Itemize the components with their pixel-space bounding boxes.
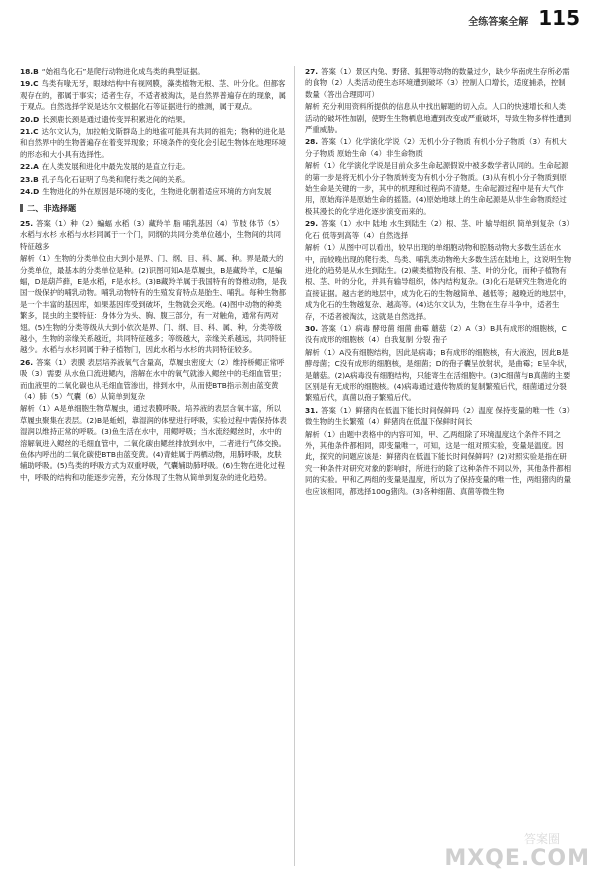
answer-text: 答案（1）病毒 酵母菌 细菌 曲霉 蘑菇（2）A（3）B具有成形的细胞核，C没有成形的细胞核（4）自我复制 分裂 孢子 bbox=[305, 323, 567, 345]
question-25 bbox=[20, 218, 288, 252]
question-26 bbox=[20, 357, 288, 403]
analysis-29: 解析（1）从图中可以看出，较早出现的单细胞动物和腔肠动物大多数生活在水中，而较晚出现的爬行类、鸟类、哺乳类动物绝大多数生活在陆地上，这说明生物进化的趋势是从水生到陆生。(2)蕨类植物没有根、茎、叶的分化，而种子植物有根、茎、叶的分化，并具有输导组织，体内结构复杂。(3)化石是研究生物进化的直接证据。越古老的地层中，成为化石的生物越简单、越低等；越晚近的地层中，成为化石的生物越复杂、越高等。(4)达尔文认为，生物在生存斗争中，适者生存，不适者被淘汰，这就是自然选择。 bbox=[305, 243, 572, 321]
choice-item bbox=[20, 114, 288, 125]
choice-text: 鸟类有喙无牙，眼球结构中有视网膜，藻类植物无根、茎、叶分化。但都客观存在的，都属于事实；适者生存，不适者被淘汰，是自然界普遍存在的现象，属于观点。自然选择学说是达尔文根据化石等证据进行的推测，属于观点。 bbox=[20, 79, 287, 112]
question-number: 31. bbox=[305, 405, 319, 415]
analysis-28: 解析（1）化学演化学说是目前众多生命起源假说中被多数学者认同的。生命起源的第一步是将无机小分子物质转变为有机小分子物质。(3)从有机小分子物质到原始生命是关键的一步，其中的机理和过程尚不清楚。生命起源过程中是有大气作用，原始海洋是原始生命的摇篮。(4)原始地球上的生命起源是从非生命物质经过极其漫长的化学进化逐步演变而来的。 bbox=[305, 161, 569, 216]
question-29 bbox=[305, 218, 573, 241]
choice-text: “始祖鸟化石”是爬行动物进化成鸟类的典型证据。 bbox=[41, 67, 205, 76]
choice-number: 20.D bbox=[20, 114, 40, 124]
analysis-30: 解析（1）A没有细胞结构，因此是病毒；B有成形的细胞核，有大液泡，因此B是酵母菌；C没有成形的细胞核，是细菌；D的孢子囊呈放射状，是曲霉；E呈伞状，是蘑菇。(2)A病毒没有细胞结构，只能寄生在活细胞中。(3)C细菌与B真菌的主要区别是有无成形的细胞核。(4)病毒通过遗传物质的复制繁殖后代，细菌通过分裂繁殖后代，真菌以孢子繁殖后代。 bbox=[305, 347, 572, 403]
question-27 bbox=[305, 66, 573, 100]
answer-text: 答案（1）景区内兔、野猪、狐狸等动物的数量过少，缺少华南虎生存所必需的食物（2）人类活动使生态环境遭到破坏（3）控制人口增长，适度捕杀，控制数量（答出合理即可） bbox=[305, 67, 570, 99]
choice-item bbox=[20, 126, 288, 160]
choice-number: 22.A bbox=[20, 162, 39, 172]
left-column bbox=[20, 66, 288, 484]
analysis-26: 解析（1）A是单细胞生物草履虫，通过表膜呼吸。培养液的表层含氧丰富，所以草履虫聚集在表层。(2)B是蚯蚓，靠湿润的体壁进行呼吸，实验过程中需保持体表湿润以维持正常的呼吸。(3)鱼生活在水中，用鳃呼吸；当水流经鳃丝时，水中的溶解氧进入鳃丝的毛细血管中，二氧化碳由鳃丝排放到水中，二者进行气体交换。鱼体内呼出的二氧化碳使BTB由蓝变黄。(4)青蛙属于两栖动物，用肺呼吸，皮肤辅助呼吸。(5)鸟类的呼吸方式为双重呼吸，气囊辅助肺呼吸。(6)生物在进化过程中，呼吸的结构和功能逐步完善，充分体现了生物从简单到复杂的进化趋势。 bbox=[20, 404, 287, 482]
analysis-31: 解析（1）由题中表格中的内容可知，甲、乙两组除了环境温度这个条件不同之外，其他条件都相同，即变量唯一，可知，这是一组对照实验，变量是温度。因此，探究的问题应该是：鲜猪肉在低温下能长时间保鲜吗？(2)对照实验是指在研究一种条件对研究对象的影响时，所进行的除了这种条件不同以外，其他条件都相同的实验。甲和乙两组的变量是温度，所以为了保持变量的唯一性，两组猪肉的量也应该相同，都选择100g猪肉。(3)各种细菌、真菌等微生物 bbox=[305, 429, 572, 496]
question-30 bbox=[305, 323, 573, 346]
section-title: 二、非选择题 bbox=[20, 203, 288, 214]
watermark: MXQE.COM bbox=[444, 846, 590, 871]
choice-item bbox=[20, 186, 288, 197]
answer-text: 答案（1）化学演化学说（2）无机小分子物质 有机小分子物质（3）有机大分子物质 原始生命（4）非生命物质 bbox=[305, 137, 567, 158]
page-header bbox=[468, 6, 580, 30]
question-number: 30. bbox=[305, 323, 319, 333]
answer-text: 答案（1）种（2）蝙蝠 水稻（3）藏羚羊 脂 哺乳基因（4）节肢 体节（5）水稻与水杉 水稻与水杉同属于一个门，同纲的共同分类单位越小，生物间的共同特征越多 bbox=[20, 218, 284, 251]
watermark-sub: 答案圈 bbox=[523, 832, 560, 846]
question-number: 29. bbox=[305, 219, 319, 229]
question-28 bbox=[305, 136, 573, 159]
choice-number: 18.B bbox=[20, 67, 39, 76]
choice-number: 21.C bbox=[20, 127, 39, 137]
question-number: 25. bbox=[20, 218, 34, 228]
answer-text: 答案（1）鲜猪肉在低温下能长时间保鲜吗（2）温度 保持变量的唯一性（3）微生物的生长繁殖（4）鲜猪肉在低温下保鲜时间长 bbox=[305, 405, 571, 427]
choice-item bbox=[20, 78, 288, 112]
choice-item bbox=[20, 174, 288, 185]
question-number: 28. bbox=[305, 137, 319, 147]
choice-number: 19.C bbox=[20, 79, 39, 89]
choice-number: 24.D bbox=[20, 187, 40, 197]
answer-text: 答案（1）表膜 表层培养液氧气含量高，草履虫密度大（2）维持桥鳃正常呼吸（3）需要 从水鱼口流进鳃内，溶解在水中的氧气就渗入鳃丝中的毛细血管里；而血液里的二氧化碳也从毛细血管渗出，排到水中，从而使BTB指示剂由蓝变黄（4）肺（5）气囊（6）从简单到复杂 bbox=[20, 357, 286, 401]
choice-text: 在人类发展和进化中最先发展的是直立行走。 bbox=[41, 162, 190, 172]
choice-text: 孔子鸟化石证明了鸟类和爬行类之间的关系。 bbox=[41, 174, 190, 184]
question-number: 26. bbox=[20, 357, 34, 367]
header-brand: 全练答案全解 bbox=[468, 17, 529, 28]
choice-text: 生物进化的外在原因是环境的变化，生物进化朝着适应环境的方向发展 bbox=[42, 187, 272, 197]
choice-item bbox=[20, 161, 288, 172]
choice-number: 23.B bbox=[20, 174, 39, 184]
column-divider bbox=[294, 66, 295, 866]
analysis-25: 解析（1）生物的分类单位由大到小是界、门、纲、目、科、属、种。界是最大的分类单位，最基本的分类单位是种。(2)识图可知A是草履虫，B是藏羚羊，C是蝙蝠，D是葫芦藓，E是水稻，F是水杉。(3)B藏羚羊属于我国特有的脊椎动物，是我国一级保护的哺乳动物。哺乳动物特有的生殖发育特点是胎生、哺乳。每种生物都是一个丰富的基因库，如果基因库受到破坏，生物就会灭绝。(4)图中动物的种类繁多，昆虫的主要特征：身体分为头、胸、腹三部分，有一对触角，通常有两对翅。(5)生物的分类等级从大到小依次是界、门、纲、目、科、属、种，分类等级越小，生物的亲缘关系越近，共同特征越多；等级越大，亲缘关系越远，共同特征越少。水稻与水杉同属于种子植物门，因此水稻与水杉的共同特征较多。 bbox=[20, 254, 287, 355]
choice-item bbox=[20, 66, 288, 77]
question-number: 27. bbox=[305, 67, 319, 76]
page-number: 115 bbox=[538, 6, 580, 30]
question-31 bbox=[305, 405, 573, 428]
answer-text: 答案（1）水中 陆地 水生到陆生（2）根、茎、叶 输导组织 简单到复杂（3）化石 低等到高等（4）自然选择 bbox=[305, 219, 571, 240]
analysis-27: 解析 充分利用资料所提供的信息从中找出解题的切入点。人口的快速增长和人类活动的破坏性加剧，使野生生物栖息地遭到改变或严重破坏，导致生物多样性遭到严重威胁。 bbox=[305, 102, 572, 135]
right-column bbox=[305, 66, 573, 498]
choice-text: 达尔文认为，加拉帕戈斯群岛上的地雀可能具有共同的祖先；物种的进化是和自然界中的生物普遍存在着变异现象；环境条件的变化会引起生物体在地理环境的形态和大小具有选择性。 bbox=[20, 127, 287, 159]
choice-text: 长颈鹿长颈是通过遗传变异积累进化的结果。 bbox=[42, 114, 191, 124]
